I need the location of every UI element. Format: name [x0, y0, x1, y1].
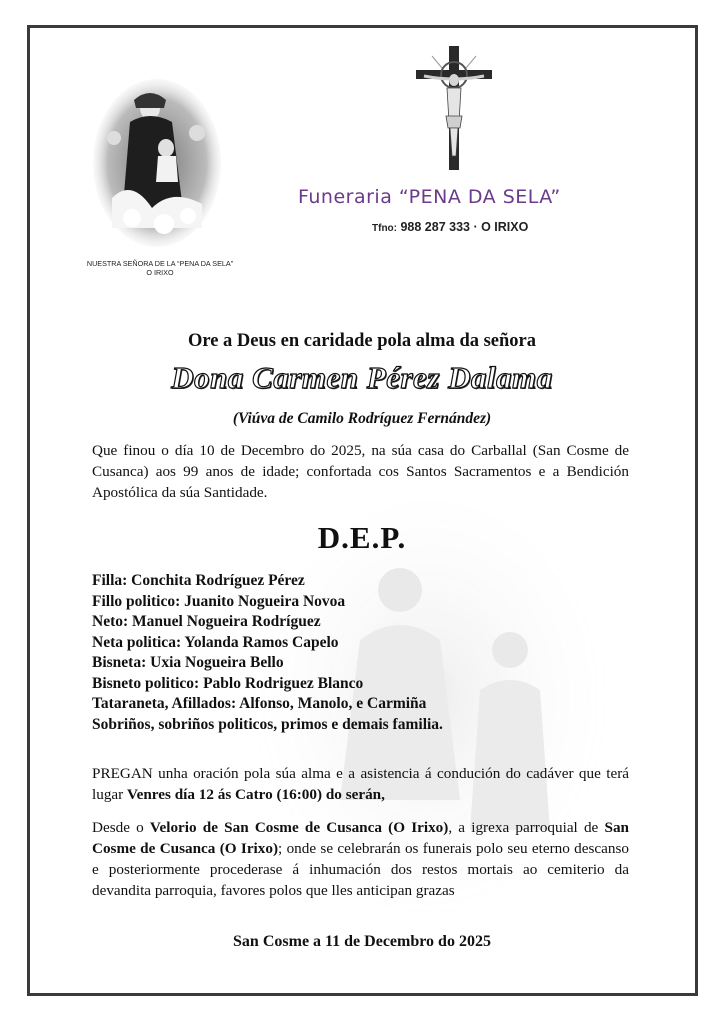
family-line: Bisneta: Uxia Nogueira Bello — [92, 654, 284, 671]
death-paragraph: Que finou o día 10 de Decembro do 2025, na súa casa do Carballal (San Cosme de Cusanca) aos 99 anos de idade; confortada cos Santos Sacramentos e a Bendición Apostólica da súa Santidade. — [92, 442, 629, 501]
family-line: Fillo politico: Juanito Nogueira Novoa — [92, 592, 346, 610]
image-caption — [60, 259, 260, 277]
family-list — [92, 571, 632, 735]
wake-location: Velorio de San Cosme de Cusanca (O Irixo) — [149, 819, 449, 836]
funeral-home-name — [298, 186, 618, 208]
family-line: Bisneto politico: Pablo Rodriguez Blanco — [92, 674, 364, 692]
phone-label: Tfno: — [372, 223, 397, 234]
desde-text: Desde o — [92, 819, 150, 836]
family-line: Neto: Manuel Nogueira Rodríguez — [92, 613, 321, 630]
family-line: Filla: Conchita Rodríguez Pérez — [92, 572, 305, 589]
image-caption-line2: O IRIXO — [146, 268, 174, 277]
crucifix-icon — [412, 44, 496, 172]
image-caption-line1: NUESTRA SEÑORA DE LA “PENA DA SELA” — [86, 259, 234, 268]
rip-heading: D.E.P. — [317, 520, 407, 555]
place-date: San Cosme a 11 de Decembro do 2025 — [233, 933, 491, 950]
procession-time: Venres día 12 ás Catro (16:00) do serán, — [127, 786, 385, 803]
virgin-image — [92, 78, 222, 248]
widow-line: (Viúva de Camilo Rodríguez Fernández) — [232, 410, 492, 427]
family-line: Neta politica: Yolanda Ramos Capelo — [92, 633, 339, 651]
brand-name: “PENA DA SELA” — [398, 186, 561, 208]
church-intro: , a igrexa parroquial de — [448, 819, 605, 836]
phone-number: 988 287 333 · O IRIXO — [397, 220, 529, 234]
church-name: San Cosme de Cusanca (O Irixo) — [92, 819, 629, 857]
brand-prefix: Funeraria — [298, 186, 399, 208]
service-details: ; onde se celebrarán os funerais polo seu eterno descanso e posteriormente procederase á inhumación dos restos mortais ao cemiterio da devandita parroquia, favores polos que lles anticipan grazas — [92, 840, 629, 899]
pregan-text: PREGAN unha oración pola súa alma e a asistencia á condución do cadáver que terá lugar — [92, 765, 629, 803]
family-line: Tataraneta, Afillados: Alfonso, Manolo, e Carmiña — [92, 695, 427, 712]
phone-line — [372, 220, 528, 234]
prayer-line: Ore a Deus en caridade pola alma da señora — [187, 331, 537, 351]
deceased-name: Dona Carmen Pérez Dalama — [171, 360, 553, 395]
funeral-service-paragraph — [92, 817, 629, 901]
family-line: Sobriños, sobriños politicos, primos e demais familia. — [92, 715, 443, 733]
funeral-procession-paragraph — [92, 763, 629, 805]
